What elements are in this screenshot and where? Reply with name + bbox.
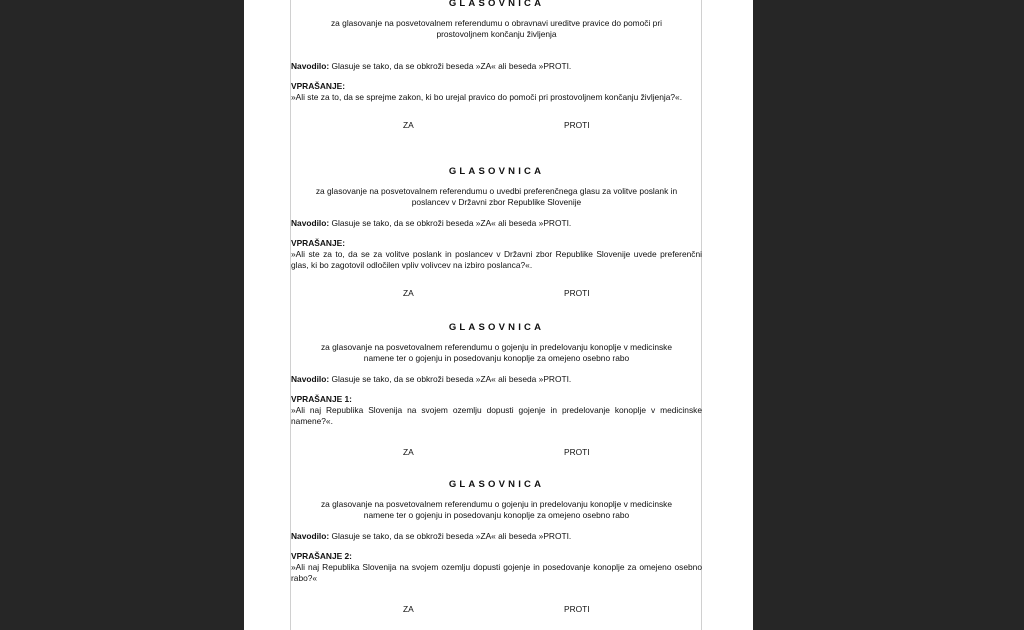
option-proti: PROTI	[564, 120, 590, 130]
ballot-4	[291, 479, 702, 615]
option-proti: PROTI	[564, 447, 590, 457]
instruction-text: Glasuje se tako, da se obkroži beseda »ZA« ali beseda »PROTI.	[331, 61, 572, 71]
ballot-1	[291, 0, 702, 131]
ballot-instruction	[291, 61, 702, 72]
option-za: ZA	[403, 288, 414, 298]
ballot-title: GLASOVNICA	[448, 479, 545, 490]
ballot-instruction	[291, 218, 702, 229]
ballot-2	[291, 166, 702, 299]
question-text: »Ali ste za to, da se sprejme zakon, ki bo urejal pravico do pomoči pri prostovoljnem končanju življenja?«.	[291, 92, 683, 102]
instruction-text: Glasuje se tako, da se obkroži beseda »ZA« ali beseda »PROTI.	[331, 531, 572, 541]
ballot-title: GLASOVNICA	[448, 0, 545, 9]
option-proti: PROTI	[564, 288, 590, 298]
instruction-label: Navodilo:	[291, 531, 330, 541]
instruction-label: Navodilo:	[291, 61, 330, 71]
question-label: VPRAŠANJE 2:	[291, 551, 352, 561]
instruction-text: Glasuje se tako, da se obkroži beseda »ZA« ali beseda »PROTI.	[331, 218, 572, 228]
question-label: VPRAŠANJE:	[291, 81, 345, 91]
ballot-description: za glasovanje na posvetovalnem referendumu o uvedbi preferenčnega glasu za volitve poslank in poslancev v Državni zbor Republike Slovenije	[315, 186, 678, 207]
option-proti: PROTI	[564, 604, 590, 614]
ballot-description: za glasovanje na posvetovalnem referendumu o obravnavi ureditve pravice do pomoči pri prostovoljnem končanju življenja	[330, 18, 662, 39]
option-za: ZA	[403, 120, 414, 130]
ballot-instruction	[291, 531, 702, 542]
ballot-instruction	[291, 374, 702, 385]
question-text: »Ali ste za to, da se za volitve poslank in poslancev v Državni zbor Republike Slovenije uvede preferenčni glas, ki bo zagotovil odločilen vpliv volivcev na izbiro poslanca?«.	[291, 249, 702, 270]
instruction-label: Navodilo:	[291, 374, 330, 384]
option-za: ZA	[403, 447, 414, 457]
ballot-3	[291, 322, 702, 458]
ballot-choices	[291, 119, 702, 131]
ballot-title: GLASOVNICA	[448, 322, 545, 333]
option-za: ZA	[403, 604, 414, 614]
ballot-title: GLASOVNICA	[448, 166, 545, 177]
ballot-choices	[291, 446, 702, 458]
ballot-description: za glasovanje na posvetovalnem referendumu o gojenju in predelovanju konoplje v medicinske namene ter o gojenju in posedovanju konoplje za omejeno osebno rabo	[320, 342, 673, 363]
document-page	[244, 0, 753, 630]
ballot-description: za glasovanje na posvetovalnem referendumu o gojenju in predelovanju konoplje v medicinske namene ter o gojenju in posedovanju konoplje za omejeno osebno rabo	[320, 499, 673, 520]
question-text: »Ali naj Republika Slovenija na svojem ozemlju dopusti gojenje in predelovanje konoplje v medicinske namene?«.	[291, 405, 702, 426]
question-text: »Ali naj Republika Slovenija na svojem ozemlju dopusti gojenje in posedovanje konoplje za omejeno osebno rabo?«	[291, 562, 702, 583]
question-label: VPRAŠANJE:	[291, 238, 345, 248]
question-label: VPRAŠANJE 1:	[291, 394, 352, 404]
ballot-choices	[291, 603, 702, 615]
instruction-text: Glasuje se tako, da se obkroži beseda »ZA« ali beseda »PROTI.	[331, 374, 572, 384]
instruction-label: Navodilo:	[291, 218, 330, 228]
ballot-choices	[291, 287, 702, 299]
